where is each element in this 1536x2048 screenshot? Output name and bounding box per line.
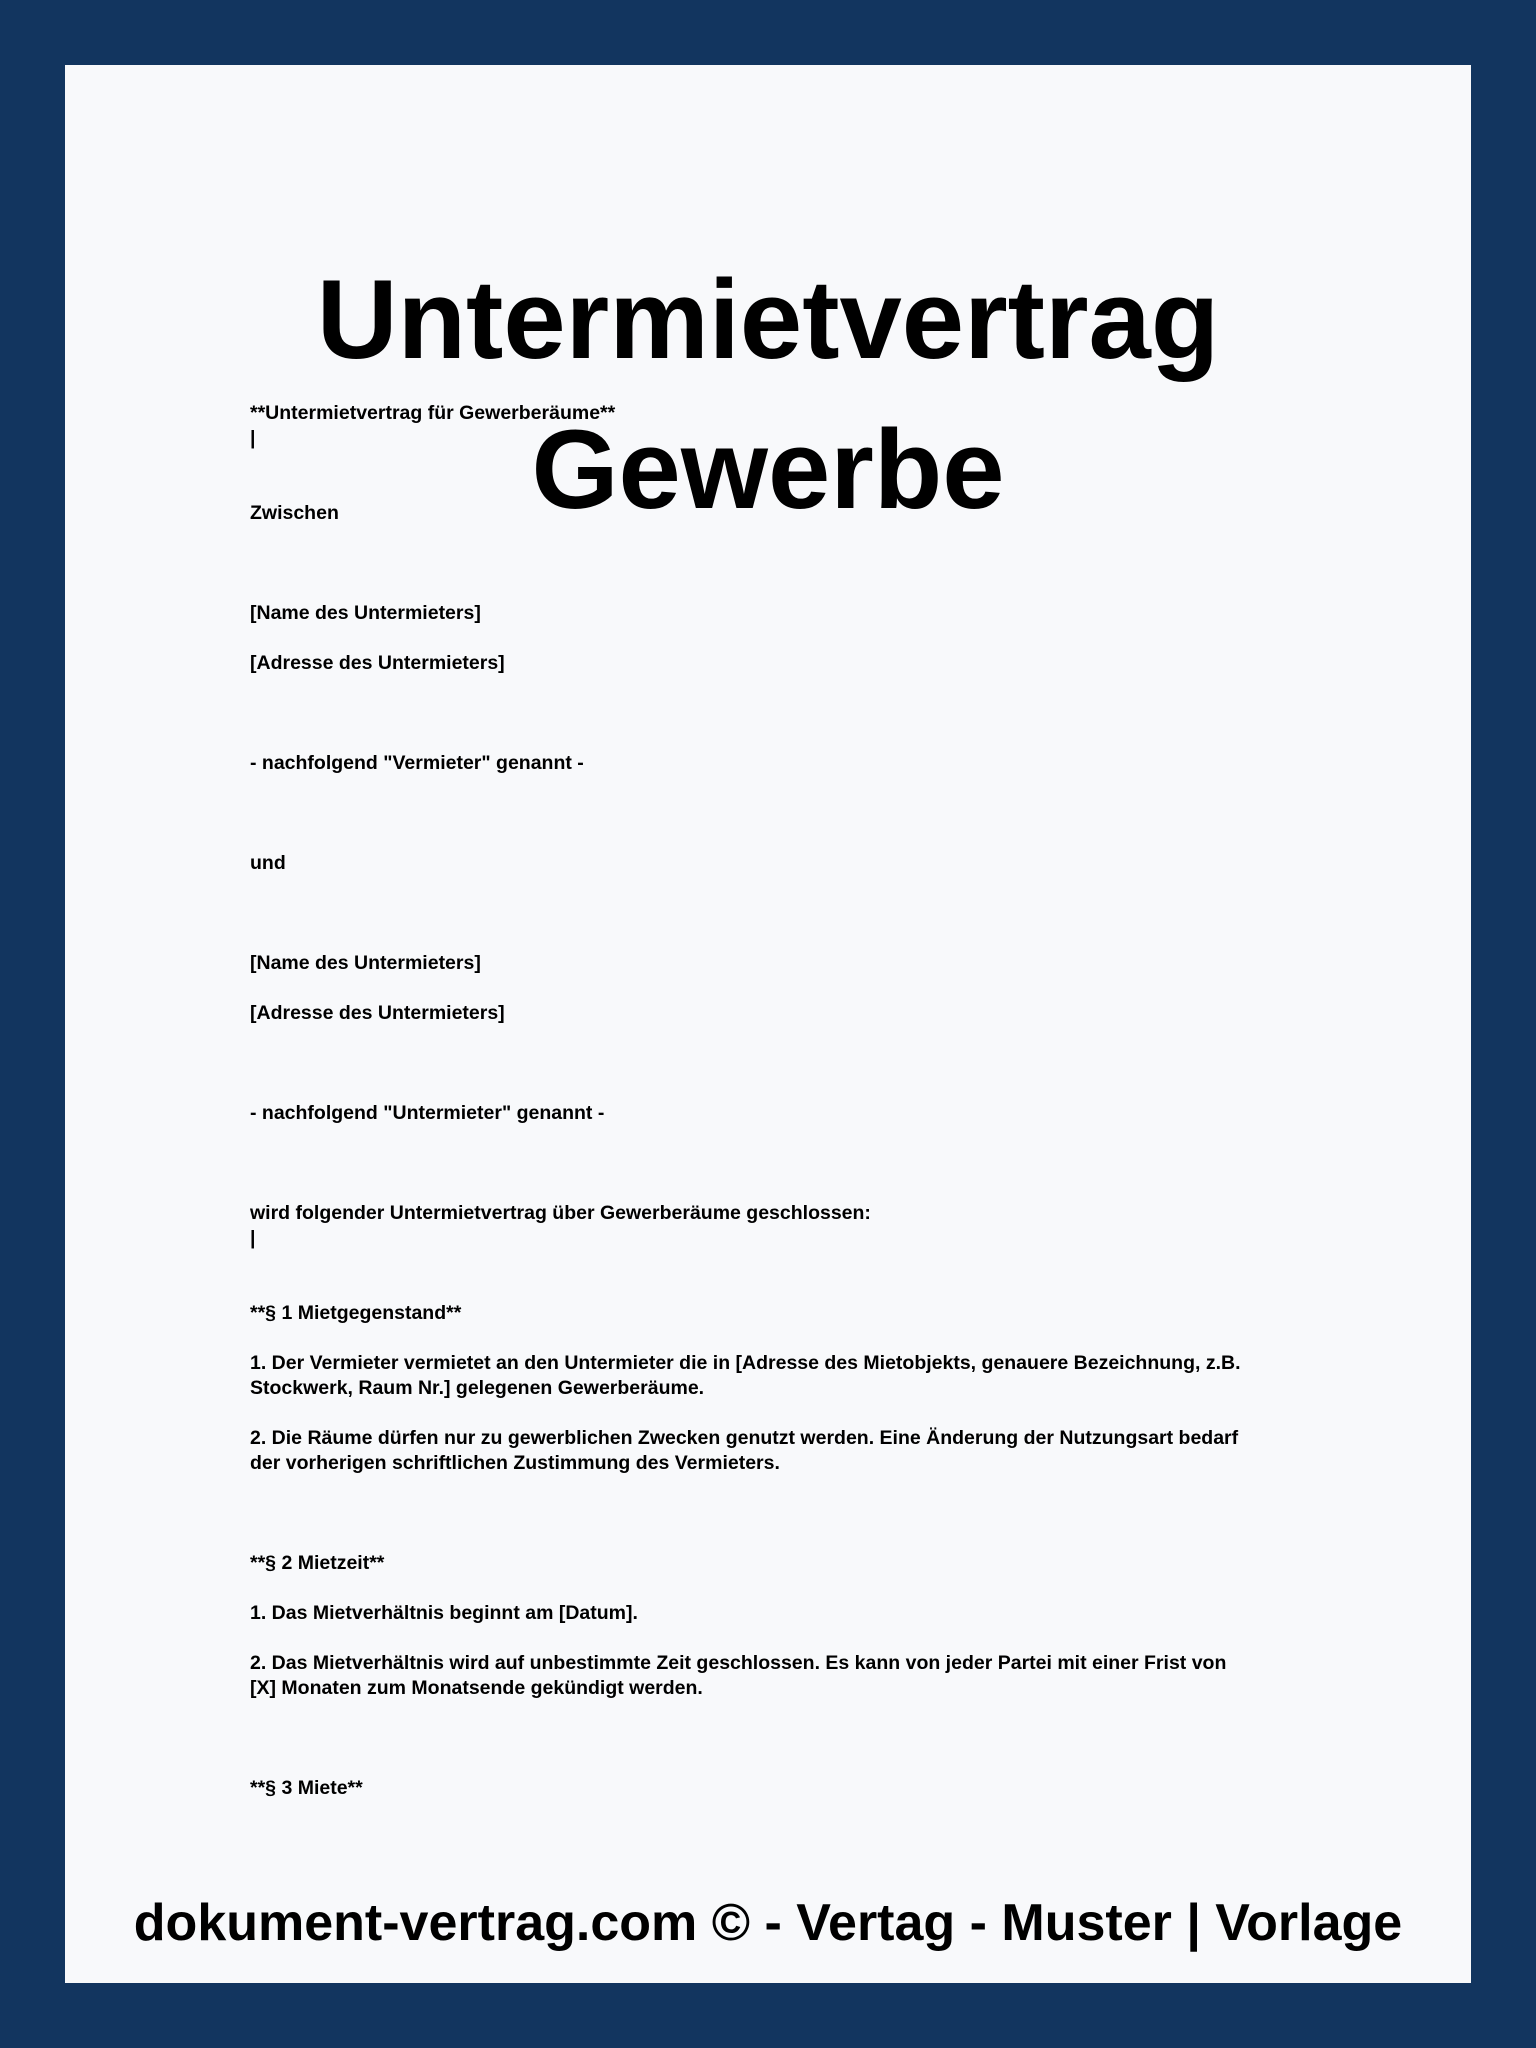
zwischen-label: Zwischen [250,502,339,524]
und-label: und [250,852,286,874]
text-cursor: | [250,427,256,449]
party2-name: [Name des Untermieters] [250,952,481,974]
section3-heading: **§ 3 Miete** [250,1777,363,1799]
section1-paragraph1: 1. Der Vermieter vermietet an den Untermieter die in [Adresse des Mietobjekts, genauere Bezeichnung, z.B. [250,1352,1241,1374]
party1-address: [Adresse des Untermieters] [250,652,505,674]
untermieter-note: - nachfolgend "Untermieter" genannt - [250,1102,605,1124]
contract-intro: wird folgender Untermietvertrag über Gewerberäume geschlossen: [250,1202,871,1224]
section1-paragraph1: Stockwerk, Raum Nr.] gelegenen Gewerberäume. [250,1377,705,1399]
party2-address: [Adresse des Untermieters] [250,1002,505,1024]
section1-heading: **§ 1 Mietgegenstand** [250,1302,462,1324]
section2-heading: **§ 2 Mietzeit** [250,1552,385,1574]
document-title: Untermietvertrag Gewerbe [316,257,1220,532]
section1-paragraph2: der vorherigen schriftlichen Zustimmung des Vermieters. [250,1452,780,1474]
section2-paragraph1: 1. Das Mietverhältnis beginnt am [Datum]. [250,1602,638,1624]
text-cursor: | [250,1227,256,1249]
footer-watermark: dokument-vertrag.com © - Vertag - Muster | Vorlage [133,1894,1403,1952]
section1-paragraph2: 2. Die Räume dürfen nur zu gewerblichen Zwecken genutzt werden. Eine Änderung der Nutzungsart bedarf [250,1427,1239,1449]
document-page [65,65,1471,1983]
vermieter-note: - nachfolgend "Vermieter" genannt - [250,752,584,774]
section2-paragraph2: [X] Monaten zum Monatsende gekündigt werden. [250,1677,703,1699]
document-body [250,401,1370,1801]
party1-name: [Name des Untermieters] [250,602,481,624]
section2-paragraph2: 2. Das Mietverhältnis wird auf unbestimmte Zeit geschlossen. Es kann von jeder Partei mit einer Frist von [250,1652,1227,1674]
contract-heading: **Untermietvertrag für Gewerberäume** [250,402,616,424]
